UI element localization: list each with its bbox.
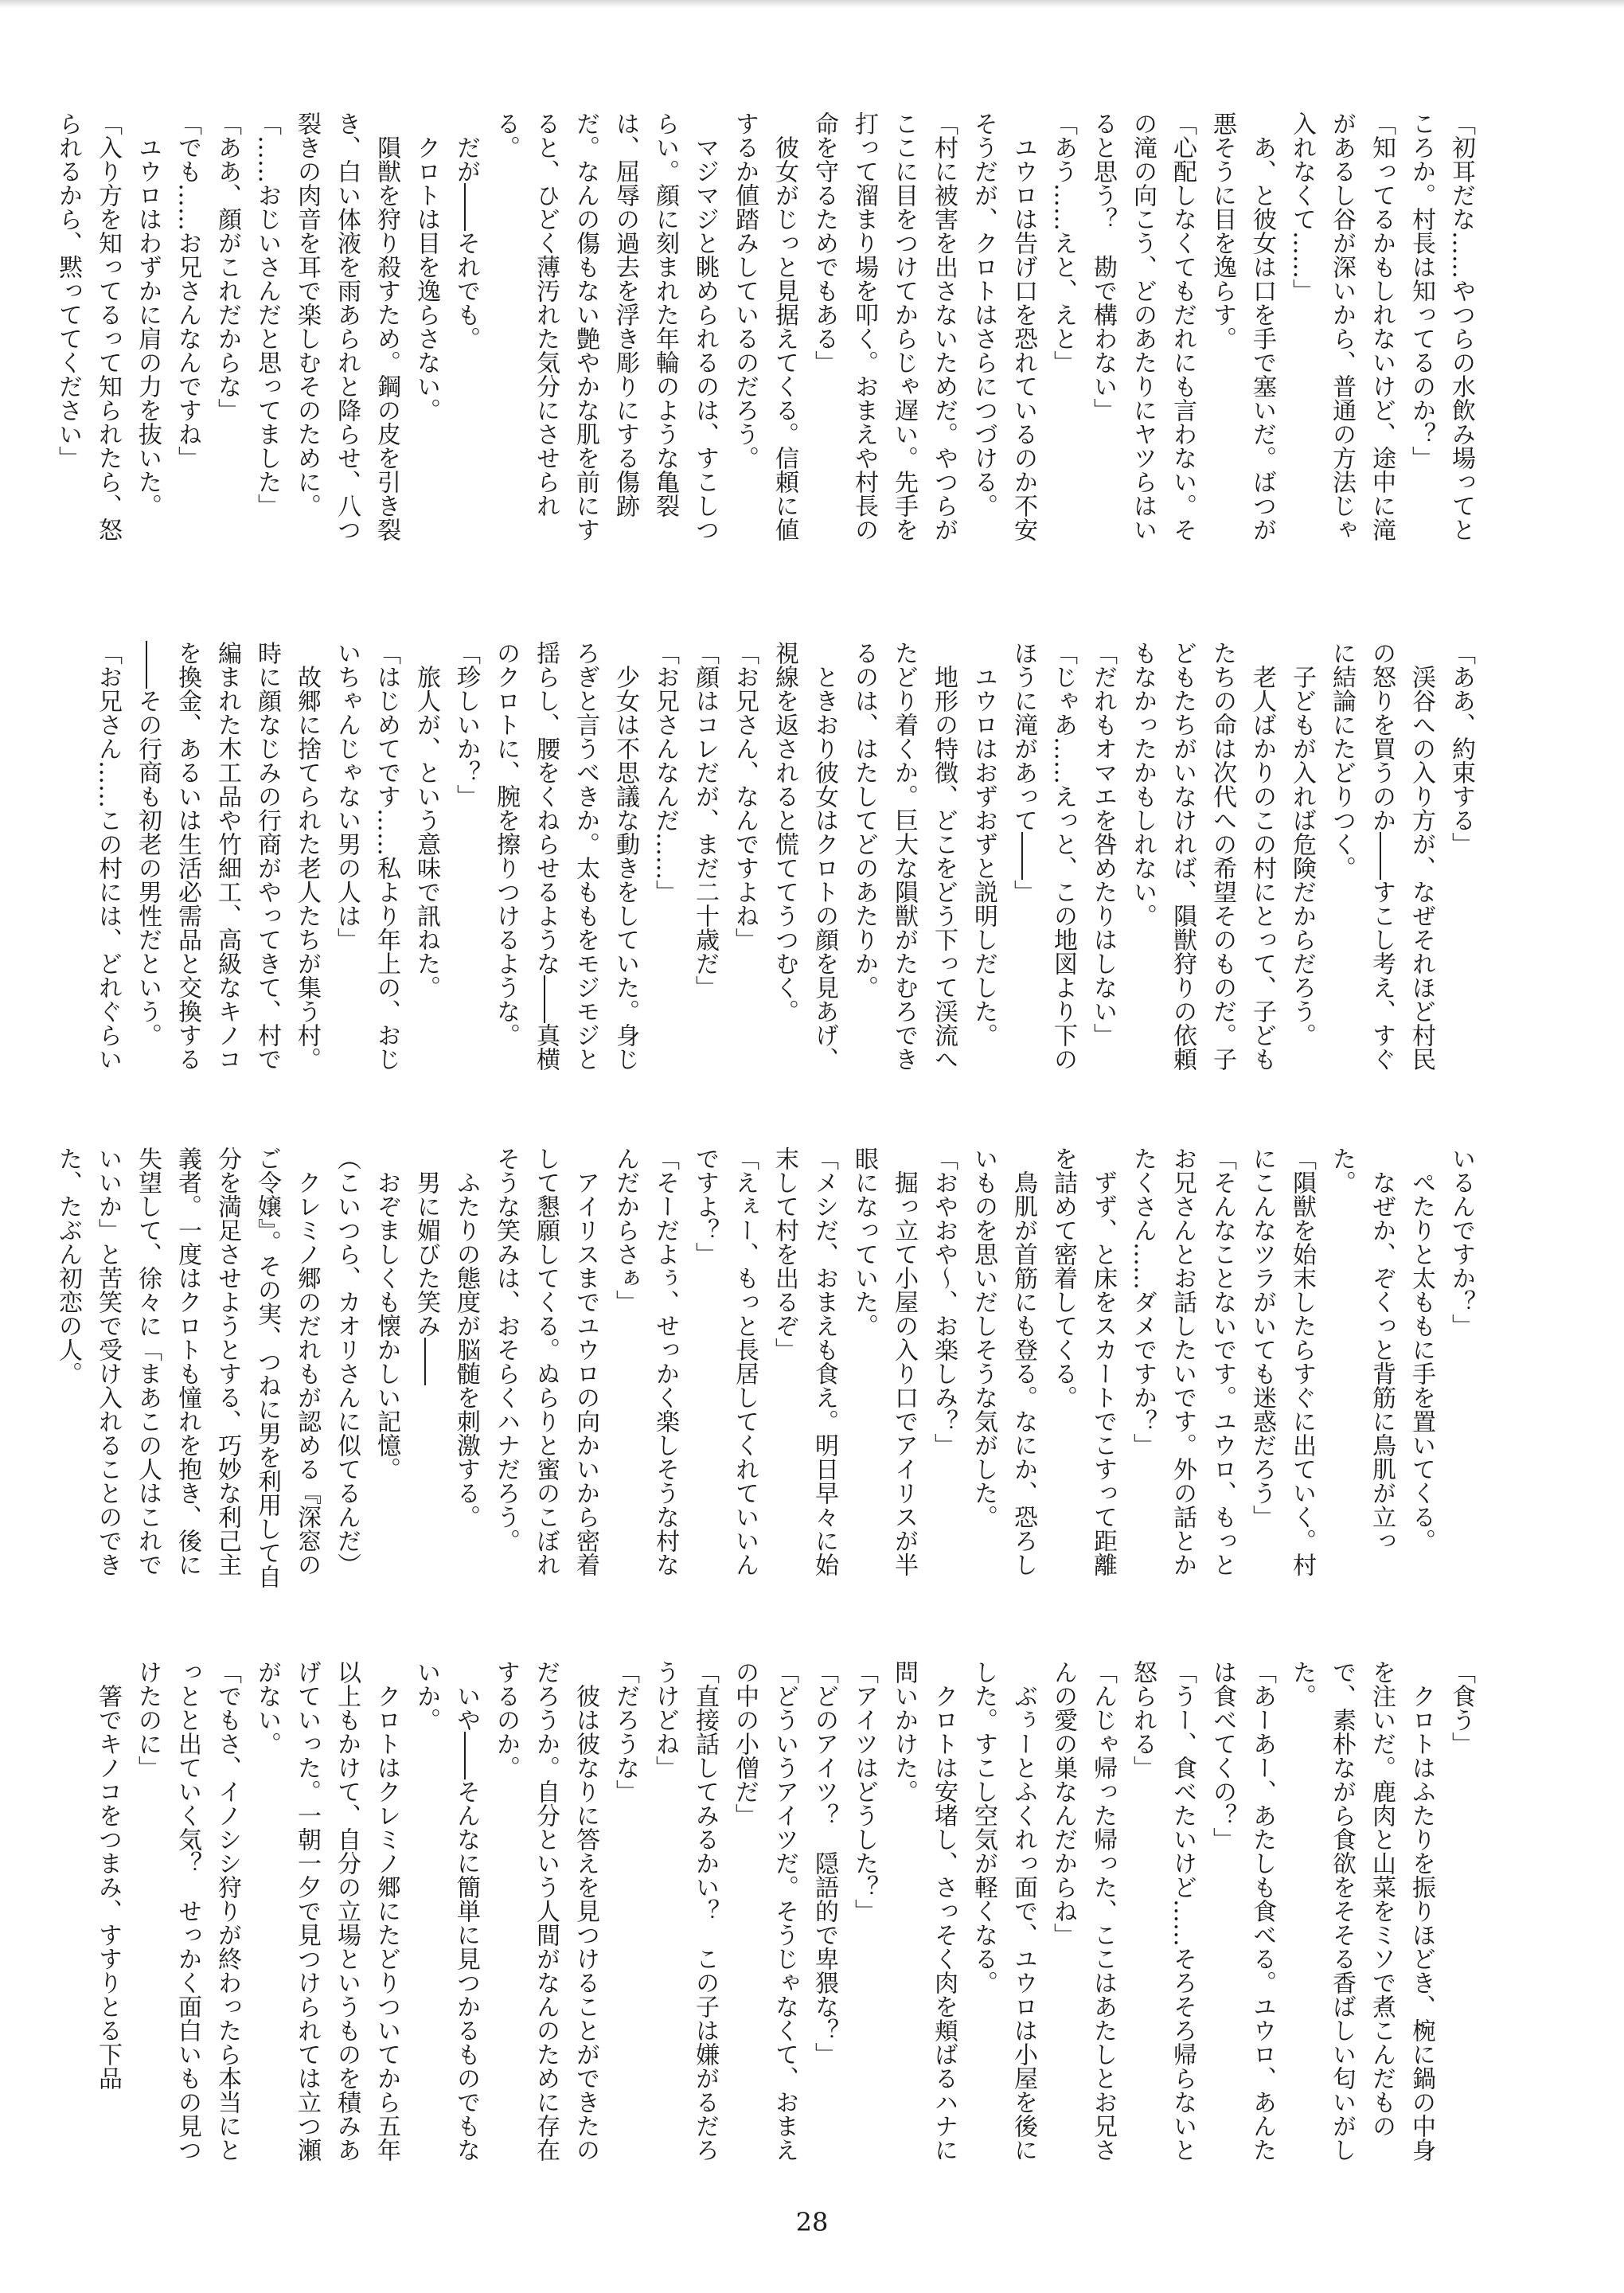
- text-line: 故郷に捨てられた老人たちが集う村。時に顔なじみの行商がやってきて、村で編まれた木工品や竹細工、高級なキノコを換金、あるいは生活必需品と交換する――その行商も初老の男性だという。: [134, 641, 321, 1071]
- text-line: 「じゃあ……えっと、この地図より下のほうに滝があって――」: [1009, 641, 1077, 1071]
- text-line: アイリスまでユウロの向かいから密着して懇願してくる。ぬらりと蜜のこぼれそうな笑みは、おそらくハナだろう。: [492, 1146, 599, 1576]
- text-line: 「どのアイツ？ 隠語的で卑猥な？」: [810, 1660, 838, 2066]
- text-line: 「ああ、顔がこれだからな」: [213, 111, 241, 422]
- text-line: ユウロはおずおずと説明しだした。: [970, 641, 997, 1047]
- text-line: 「でも……お兄さんなんですね」: [174, 111, 201, 470]
- text-line: 「顔はコレだが、まだ二十歳だ」: [691, 641, 719, 999]
- text-line: 「はじめてです……私より年上の、おじいちゃんじゃない男の人は」: [333, 641, 400, 1071]
- text-line: 「お兄さん、なんですよね」: [731, 641, 759, 951]
- text-line: 「どういうアイツだ。そうじゃなくて、おまえの中の小僧だ」: [731, 1660, 798, 2162]
- text-line: ユウロはわずかに肩の力を抜いた。: [134, 111, 162, 518]
- text-line: 男に媚びた笑み――: [412, 1146, 440, 1385]
- text-line: 「アイツはどうした？」: [850, 1660, 878, 1923]
- text-line: ずず、と床をスカートでこすって距離を詰めて密着してくる。: [1049, 1146, 1117, 1576]
- text-line: 「村に被害を出さないためだ。やつらがここに目をつけてからじゃ遅い。先手を打って溜まり場を叩く。おまえや村長の命を守るためでもある」: [810, 111, 958, 541]
- text-line: 掘っ立て小屋の入り口でアイリスが半眼になっていた。: [850, 1146, 918, 1576]
- scan-top-edge: [0, 0, 1624, 8]
- text-line: 彼女がじっと見据えてくる。信頼に値するか値踏みしているのだろう。: [731, 111, 798, 541]
- text-line: あ、と彼女は口を手で塞いだ。ばつが悪そうに目を逸らす。: [1208, 111, 1276, 541]
- text-line: おぞましくも懐かしい記憶。: [373, 1146, 400, 1481]
- text-line: 「心配しなくてもだれにも言わない。その滝の向こう、どのあたりにヤツらはいると思う？ 勘で構わない」: [1089, 111, 1197, 541]
- text-tier-1: [54, 111, 1481, 557]
- text-line: 渓谷への入り方が、なぜそれほど村民の怒りを買うのか――すこし考え、すぐに結論にたどりつく。: [1328, 641, 1435, 1071]
- text-tier-2: [94, 641, 1481, 1087]
- text-line: 「でもさ、イノシシ狩りが終わったら本当にとっとと出ていく気？ せっかく面白いもの見つけたのに」: [134, 1660, 241, 2162]
- text-line: 「隕獣を始末したらすぐに出ていく。村にこんなツラがいても迷惑だろう」: [1248, 1146, 1316, 1576]
- text-line: 鳥肌が首筋にも登る。なにか、恐ろしいものを思いだしそうな気がした。: [970, 1146, 1037, 1576]
- text-line: 彼は彼なりに答えを見つけることができたのだろうか。自分という人間がなんのために存在するのか。: [492, 1660, 599, 2162]
- text-line: 隕獣を狩り殺すため。鋼の皮を引き裂き、白い体液を雨あられと降らせ、八つ裂きの肉音を耳で楽しむそのために。: [293, 111, 400, 541]
- text-line: 「……おじいさんだと思ってました」: [253, 111, 281, 518]
- text-line: マジマジと眺められるのは、すこしつらい。顔に刻まれた年輪のような亀裂は、屈辱の過去を浮き彫りにする傷跡だ。なんの傷もない艶やかな肌を前にすると、ひどく薄汚れた気分にさせられる。: [492, 111, 719, 541]
- text-line: 子どもが入れば危険だからだろう。: [1288, 641, 1316, 1047]
- text-line: ぶぅーとふくれっ面で、ユウロは小屋を後にした。すこし空気が軽くなる。: [970, 1660, 1037, 2162]
- text-line: 「ああ、約束する」: [1447, 641, 1475, 856]
- text-line: なぜか、ぞくっと背筋に鳥肌が立った。: [1328, 1146, 1396, 1553]
- text-line: 「珍しいか？」: [452, 641, 480, 808]
- text-line: 箸でキノコをつまみ、すすりとる下品: [94, 1660, 122, 2090]
- text-line: 「直接話してみるかい？ この子は嫌がるだろうけどね」: [651, 1660, 719, 2162]
- text-line: いるんですか？」: [1447, 1146, 1475, 1338]
- text-line: 「入り方を知ってるって知られたら、怒られるから、黙っててください」: [54, 111, 122, 541]
- page-number: 28: [795, 2207, 829, 2237]
- text-line: 老人ばかりのこの村にとって、子どもたちの命は次代への希望そのものだ。子どもたちがいなければ、隕獣狩りの依頼もなかったかもしれない。: [1129, 641, 1276, 1071]
- text-line: 「知ってるかもしれないけど、途中に滝があるし谷が深いから、普通の方法じゃ入れなくて……」: [1288, 111, 1396, 541]
- text-line: 旅人が、という意味で訊ねた。: [412, 641, 440, 999]
- text-line: 「だれもオマエを咎めたりはしない」: [1089, 641, 1117, 1047]
- text-tier-4: [94, 1660, 1481, 2170]
- text-line: 「あう……えと、えと」: [1049, 111, 1077, 374]
- text-line: ユウロは告げ口を恐れているのか不安そうだが、クロトはさらにつづける。: [970, 111, 1037, 541]
- text-line: 「お兄さんなんだ……」: [651, 641, 679, 904]
- text-line: 「えぇー、もっと長居してくれていいんですよ？」: [691, 1146, 759, 1576]
- text-line: 「んじゃ帰った帰った、ここはあたしとお兄さんの愛の巣なんだからね」: [1049, 1660, 1117, 2162]
- text-line: 「そんなことないです。ユウロ、もっとお兄さんとお話したいです。外の話とかたくさん……ダメですか？」: [1129, 1146, 1236, 1576]
- text-line: だが――それでも。: [452, 111, 480, 350]
- text-line: クレミノ郷のだれもが認める『深窓のご令嬢』。その実、つねに男を利用して自分を満足させようとする、巧妙な利己主義者。一度はクロトも憧れを抱き、後に失望して、徐々に「まあこの人はこれでいいか」と苦笑で受け入れることのできた、たぶん初恋の人。: [54, 1146, 321, 1588]
- text-line: ふたりの態度が脳髄を刺激する。: [452, 1146, 480, 1529]
- text-line: いや――そんなに簡単に見つかるものでもないか。: [412, 1660, 480, 2162]
- text-line: 「食う」: [1447, 1660, 1475, 1756]
- text-line: 「うー、食べたいけど……そろそろ帰らないと怒られる」: [1129, 1660, 1197, 2162]
- text-line: 「おやおや～、お楽しみ？」: [930, 1146, 958, 1457]
- text-line: ときおり彼女はクロトの顔を見あげ、視線を返されると慌ててうつむく。: [771, 641, 838, 1071]
- text-tier-3: [54, 1146, 1481, 1592]
- text-line: 「メシだ、おまえも食え。明日早々に始末して村を出るぞ」: [771, 1146, 838, 1576]
- text-line: 少女は不思議な動きをしていた。身じろぎと言うべきか。太ももをモジモジと揺らし、腰をくねらせるような――真横のクロトに、腕を擦りつけるような。: [492, 641, 639, 1071]
- text-line: 「だろうな」: [611, 1660, 639, 1803]
- text-line: 「初耳だな……やつらの水飲み場ってところか。村長は知ってるのか？」: [1407, 111, 1475, 541]
- text-line: クロトはクレミノ郷にたどりついてから五年以上もかけて、自分の立場というものを積みあげていった。一朝一夕で見つけられては立つ瀬がない。: [253, 1660, 400, 2162]
- text-line: 「あーあー、あたしも食べる。ユウロ、あんたは食べてくの？」: [1208, 1660, 1276, 2162]
- text-line: 「お兄さん……この村には、どれぐらい: [94, 641, 122, 1071]
- text-line: クロトはふたりを振りほどき、椀に鍋の中身を注いだ。鹿肉と山菜をミソで煮こんだもので、素朴ながら食欲をそそる香ばしい匂いがした。: [1288, 1660, 1435, 2162]
- text-line: クロトは安堵し、さっそく肉を頬ばるハナに問いかけた。: [890, 1660, 958, 2162]
- text-line: 地形の特徴、どこをどう下って渓流へたどり着くか。巨大な隕獣がたむろできるのは、はたしてどのあたりか。: [850, 641, 958, 1071]
- text-line: （こいつら、カオリさんに似てるんだ）: [333, 1146, 361, 1576]
- text-line: ぺたりと太ももに手を置いてくる。: [1407, 1146, 1435, 1553]
- text-line: 「そーだよぅ、せっかく楽しそうな村なんだからさぁ」: [611, 1146, 679, 1576]
- text-line: クロトは目を逸らさない。: [412, 111, 440, 422]
